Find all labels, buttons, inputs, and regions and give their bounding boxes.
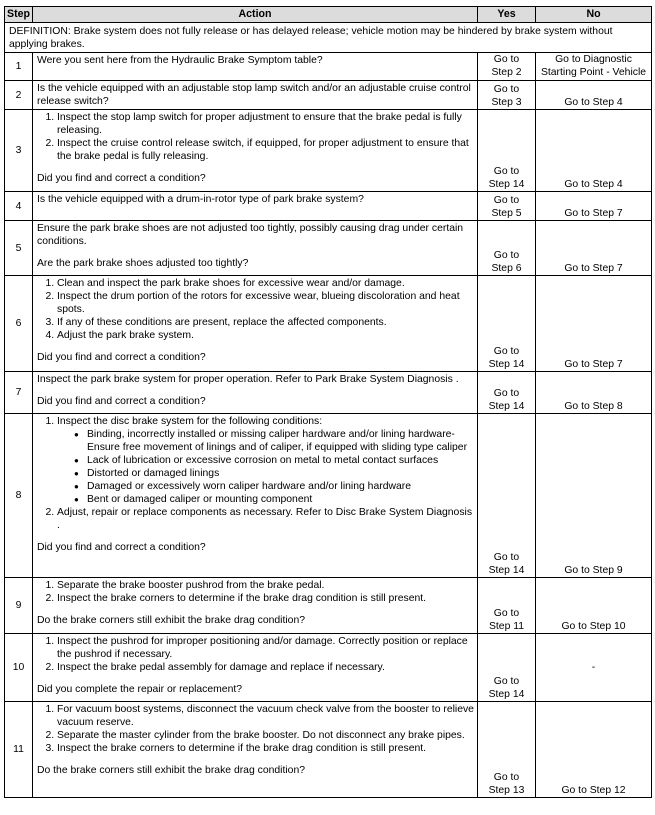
instruction-list bbox=[37, 635, 474, 674]
yes-line-2: Step 11 bbox=[488, 621, 525, 632]
list-item: 3. Inspect the brake corners to determine if the brake drag condition is still present. bbox=[57, 742, 474, 755]
no-cell[interactable]: Go to Step 9 bbox=[536, 414, 652, 578]
yes-line-1: Go to bbox=[493, 676, 520, 687]
list-item: 2. Inspect the brake corners to determine if the brake drag condition is still present. bbox=[57, 592, 474, 605]
yes-cell[interactable] bbox=[478, 372, 536, 414]
header-step: Step bbox=[5, 7, 33, 23]
action-cell bbox=[33, 414, 478, 578]
list-item: 1. Clean and inspect the park brake shoes for excessive wear and/or damage. bbox=[57, 277, 474, 290]
yes-line-2: Step 14 bbox=[488, 689, 525, 700]
instruction-text: Ensure the park brake shoes are not adjusted too tightly, possibly causing drag under certain conditions. bbox=[37, 223, 464, 247]
list-item: 4. Adjust the park brake system. bbox=[57, 329, 474, 342]
question-text: Do the brake corners still exhibit the brake drag condition? bbox=[37, 765, 305, 776]
table-row bbox=[5, 53, 652, 81]
table-row bbox=[5, 634, 652, 702]
action-cell bbox=[33, 192, 478, 221]
step-number: 9 bbox=[5, 578, 33, 634]
list-item: 1. Inspect the pushrod for improper positioning and/or damage. Correctly position or replace the pushrod if necessary. bbox=[57, 635, 474, 661]
action-cell bbox=[33, 81, 478, 110]
yes-line-2: Step 2 bbox=[491, 67, 522, 78]
no-cell[interactable]: Go to Step 7 bbox=[536, 221, 652, 276]
instruction-list bbox=[37, 277, 474, 342]
condition-list bbox=[57, 428, 474, 506]
table-row bbox=[5, 372, 652, 414]
yes-cell[interactable] bbox=[478, 221, 536, 276]
no-line-1: Go to Diagnostic bbox=[555, 54, 632, 65]
definition-row bbox=[5, 23, 652, 53]
step-number: 6 bbox=[5, 276, 33, 372]
yes-cell[interactable] bbox=[478, 414, 536, 578]
action-cell bbox=[33, 372, 478, 414]
yes-line-2: Step 14 bbox=[488, 565, 525, 576]
yes-line-1: Go to bbox=[493, 250, 520, 261]
action-cell bbox=[33, 53, 478, 81]
instruction-text: Inspect the park brake system for proper operation. Refer to Park Brake System Diagnosis . bbox=[37, 374, 459, 385]
yes-line-1: Go to bbox=[493, 84, 520, 95]
question-text: Did you find and correct a condition? bbox=[37, 173, 206, 184]
yes-cell[interactable] bbox=[478, 702, 536, 798]
definition-text: DEFINITION: Brake system does not fully release or has delayed release; vehicle motion may be hindered by brake system without applying brakes. bbox=[5, 23, 652, 53]
table-row bbox=[5, 81, 652, 110]
yes-cell[interactable] bbox=[478, 81, 536, 110]
table-row bbox=[5, 414, 652, 578]
table-row bbox=[5, 702, 652, 798]
instruction-list bbox=[37, 703, 474, 755]
no-cell[interactable]: Go to Step 8 bbox=[536, 372, 652, 414]
list-item-text: Inspect the disc brake system for the following conditions: bbox=[57, 416, 323, 427]
diagnostic-table bbox=[4, 6, 652, 798]
list-item: 1. Inspect the stop lamp switch for proper adjustment to ensure that the brake pedal is fully releasing. bbox=[57, 111, 474, 137]
question-text: Are the park brake shoes adjusted too tightly? bbox=[37, 258, 249, 269]
yes-line-2: Step 13 bbox=[488, 785, 525, 796]
header-yes: Yes bbox=[478, 7, 536, 23]
yes-line-1: Go to bbox=[493, 166, 520, 177]
header-row bbox=[5, 7, 652, 23]
no-cell[interactable]: Go to Step 4 bbox=[536, 81, 652, 110]
no-cell[interactable]: Go to Step 7 bbox=[536, 276, 652, 372]
table-row bbox=[5, 192, 652, 221]
yes-cell[interactable] bbox=[478, 578, 536, 634]
no-cell[interactable]: Go to Step 12 bbox=[536, 702, 652, 798]
yes-cell[interactable] bbox=[478, 634, 536, 702]
table-row bbox=[5, 110, 652, 192]
list-item: 2. Separate the master cylinder from the brake booster. Do not disconnect any brake pipes. bbox=[57, 729, 474, 742]
step-number: 4 bbox=[5, 192, 33, 221]
action-cell bbox=[33, 221, 478, 276]
header-no: No bbox=[536, 7, 652, 23]
list-item: 1. For vacuum boost systems, disconnect the vacuum check valve from the booster to relieve vacuum reserve. bbox=[57, 703, 474, 729]
step-number: 5 bbox=[5, 221, 33, 276]
yes-line-2: Step 6 bbox=[491, 263, 522, 274]
yes-line-1: Go to bbox=[493, 195, 520, 206]
no-cell[interactable] bbox=[536, 53, 652, 81]
no-cell[interactable]: Go to Step 10 bbox=[536, 578, 652, 634]
yes-line-1: Go to bbox=[493, 552, 520, 563]
bullet-item: ● Distorted or damaged linings bbox=[87, 467, 474, 480]
table-row bbox=[5, 276, 652, 372]
no-cell[interactable]: Go to Step 4 bbox=[536, 110, 652, 192]
step-number: 10 bbox=[5, 634, 33, 702]
yes-line-1: Go to bbox=[493, 388, 520, 399]
bullet-item: ● Lack of lubrication or excessive corrosion on metal to metal contact surfaces bbox=[87, 454, 474, 467]
yes-cell[interactable] bbox=[478, 53, 536, 81]
header-action: Action bbox=[33, 7, 478, 23]
list-item: 2. Inspect the cruise control release switch, if equipped, for proper adjustment to ensure that the brake pedal is fully releasing. bbox=[57, 137, 474, 163]
yes-line-1: Go to bbox=[493, 772, 520, 783]
no-cell: - bbox=[536, 634, 652, 702]
yes-line-2: Step 14 bbox=[488, 359, 525, 370]
list-item: 2. Inspect the drum portion of the rotors for excessive wear, blueing discoloration and heat spots. bbox=[57, 290, 474, 316]
list-item: 3. If any of these conditions are present, replace the affected components. bbox=[57, 316, 474, 329]
step-number: 1 bbox=[5, 53, 33, 81]
step-number: 11 bbox=[5, 702, 33, 798]
yes-cell[interactable] bbox=[478, 276, 536, 372]
question-text: Is the vehicle equipped with a drum-in-rotor type of park brake system? bbox=[37, 194, 364, 205]
step-number: 2 bbox=[5, 81, 33, 110]
table-row bbox=[5, 221, 652, 276]
yes-cell[interactable] bbox=[478, 192, 536, 221]
question-text: Did you complete the repair or replacement? bbox=[37, 684, 243, 695]
list-item bbox=[57, 415, 474, 506]
action-cell bbox=[33, 578, 478, 634]
bullet-item: ● Bent or damaged caliper or mounting component bbox=[87, 493, 474, 506]
yes-line-1: Go to bbox=[493, 608, 520, 619]
yes-line-2: Step 3 bbox=[491, 97, 522, 108]
no-line-2: Starting Point - Vehicle bbox=[540, 67, 647, 78]
bullet-item: ● Damaged or excessively worn caliper hardware and/or lining hardware bbox=[87, 480, 474, 493]
yes-line-1: Go to bbox=[493, 346, 520, 357]
step-number: 8 bbox=[5, 414, 33, 578]
yes-line-1: Go to bbox=[493, 54, 520, 65]
list-item: 1. Separate the brake booster pushrod from the brake pedal. bbox=[57, 579, 474, 592]
action-cell bbox=[33, 702, 478, 798]
bullet-item: ● Binding, incorrectly installed or missing caliper hardware and/or lining hardware-Ensure free movement of linings and of caliper, if equipped with sliding type caliper bbox=[87, 428, 474, 454]
question-text: Did you find and correct a condition? bbox=[37, 352, 206, 363]
yes-line-2: Step 5 bbox=[491, 208, 522, 219]
yes-cell[interactable] bbox=[478, 110, 536, 192]
question-text: Is the vehicle equipped with an adjustable stop lamp switch and/or an adjustable cruise control release switch? bbox=[37, 83, 471, 107]
question-text: Did you find and correct a condition? bbox=[37, 396, 206, 407]
action-cell bbox=[33, 276, 478, 372]
yes-line-2: Step 14 bbox=[488, 179, 525, 190]
list-item: 2. Inspect the brake pedal assembly for damage and replace if necessary. bbox=[57, 661, 474, 674]
table-row bbox=[5, 578, 652, 634]
question-text: Were you sent here from the Hydraulic Brake Symptom table? bbox=[37, 55, 323, 66]
instruction-list bbox=[37, 415, 474, 532]
action-cell bbox=[33, 634, 478, 702]
step-number: 3 bbox=[5, 110, 33, 192]
instruction-list bbox=[37, 111, 474, 163]
question-text: Did you find and correct a condition? bbox=[37, 542, 206, 553]
action-cell bbox=[33, 110, 478, 192]
no-cell[interactable]: Go to Step 7 bbox=[536, 192, 652, 221]
yes-line-2: Step 14 bbox=[488, 401, 525, 412]
question-text: Do the brake corners still exhibit the brake drag condition? bbox=[37, 615, 305, 626]
step-number: 7 bbox=[5, 372, 33, 414]
list-item: 2. Adjust, repair or replace components as necessary. Refer to Disc Brake System Diagnosis . bbox=[57, 506, 474, 532]
instruction-list bbox=[37, 579, 474, 605]
